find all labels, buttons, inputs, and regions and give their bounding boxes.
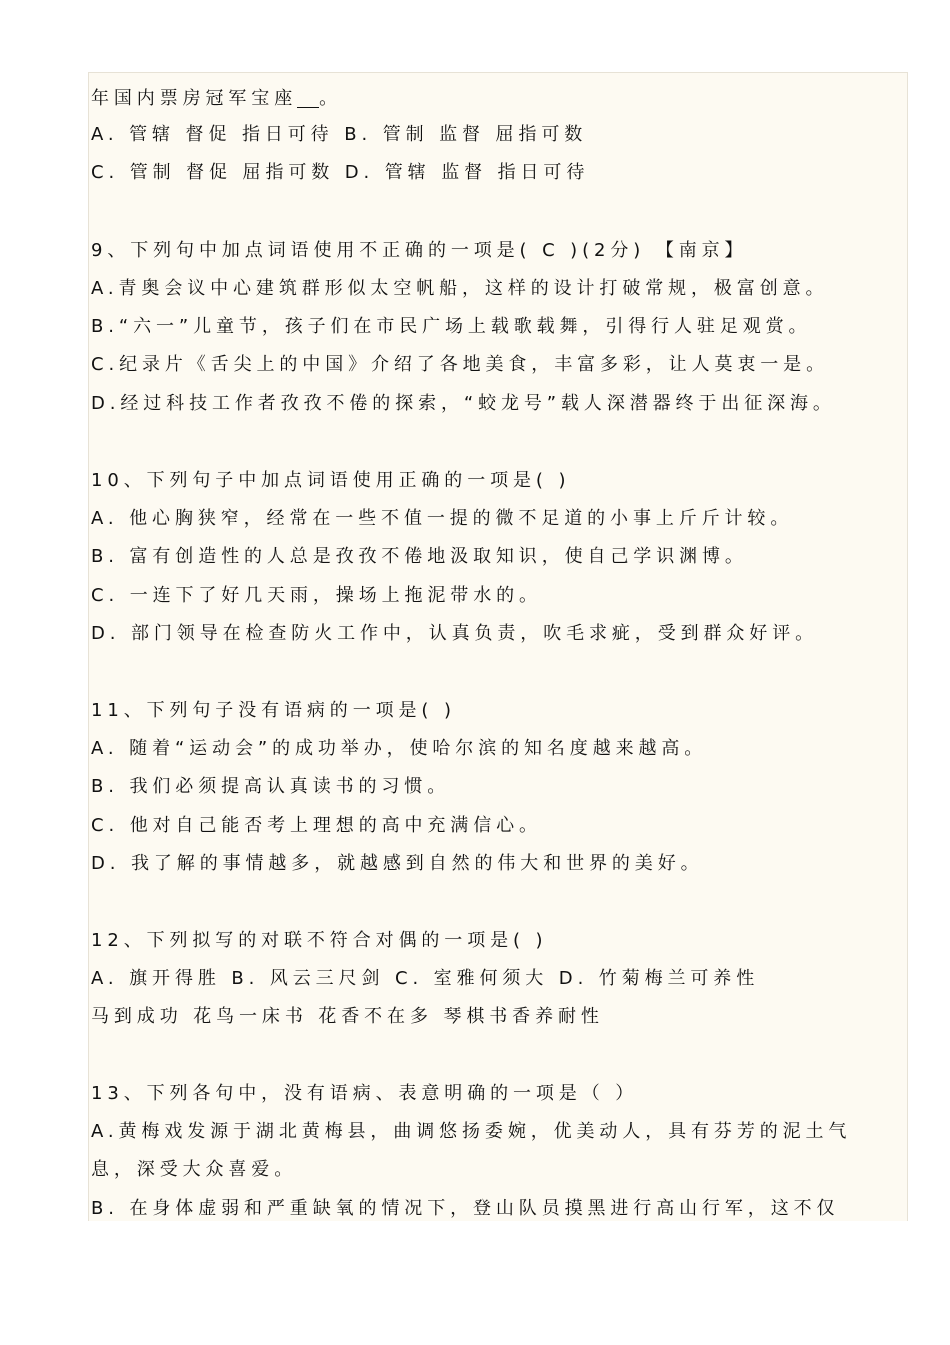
document-page — [88, 72, 908, 1221]
question-9: 9、下列句中加点词语使用不正确的一项是( C )(2分) 【南京】 — [91, 240, 748, 261]
text-line: 年国内票房冠军宝座 。 — [91, 88, 343, 109]
option-line: B. 富有创造性的人总是孜孜不倦地汲取知识，使自己学识渊博。 — [91, 546, 748, 567]
option-line: D. 部门领导在检查防火工作中，认真负责，吹毛求疵，受到群众好评。 — [91, 623, 819, 644]
option-line: 息，深受大众喜爱。 — [91, 1159, 298, 1180]
option-line: D.经过科技工作者孜孜不倦的探索，“蛟龙号”载人深潜器终于出征深海。 — [91, 393, 836, 414]
option-line: A. 随着“运动会”的成功举办，使哈尔滨的知名度越来越高。 — [91, 738, 708, 759]
question-12: 12、下列拟写的对联不符合对偶的一项是( ) — [91, 930, 548, 951]
option-line: C. 他对自己能否考上理想的高中充满信心。 — [91, 815, 542, 836]
option-line: B. 我们必须提高认真读书的习惯。 — [91, 776, 451, 797]
option-line: A.青奥会议中心建筑群形似太空帆船，这样的设计打破常规，极富创意。 — [91, 278, 829, 299]
option-line: C.纪录片《舌尖上的中国》介绍了各地美食，丰富多彩，让人莫衷一是。 — [91, 354, 829, 375]
question-10: 10、下列句子中加点词语使用正确的一项是( ) — [91, 470, 571, 491]
question-13: 13、下列各句中，没有语病、表意明确的一项是（ ） — [91, 1083, 639, 1104]
option-line: D. 我了解的事情越多，就越感到自然的伟大和世界的美好。 — [91, 853, 704, 874]
option-line: A.黄梅戏发源于湖北黄梅县，曲调悠扬委婉，优美动人，具有芬芳的泥土气 — [91, 1121, 852, 1142]
answer-blank — [297, 89, 319, 108]
option-line: B.“六一”儿童节，孩子们在市民广场上载歌载舞，引得行人驻足观赏。 — [91, 316, 812, 337]
option-line: A. 他心胸狭窄，经常在一些不值一提的微不足道的小事上斤斤计较。 — [91, 508, 794, 529]
option-line: C. 一连下了好几天雨，操场上拖泥带水的。 — [91, 585, 542, 606]
option-line: A. 旗开得胜 B. 风云三尺剑 C. 室雅何须大 D. 竹菊梅兰可养性 — [91, 968, 760, 989]
option-line: 马到成功 花鸟一床书 花香不在多 琴棋书香养耐性 — [91, 1006, 604, 1027]
option-line: C. 管制 督促 屈指可数 D. 管辖 监督 指日可待 — [91, 162, 590, 183]
option-line: A. 管辖 督促 指日可待 B. 管制 监督 屈指可数 — [91, 124, 588, 145]
option-line: B. 在身体虚弱和严重缺氧的情况下，登山队员摸黑进行高山行军，这不仅 — [91, 1198, 840, 1219]
question-11: 11、下列句子没有语病的一项是( ) — [91, 700, 456, 721]
